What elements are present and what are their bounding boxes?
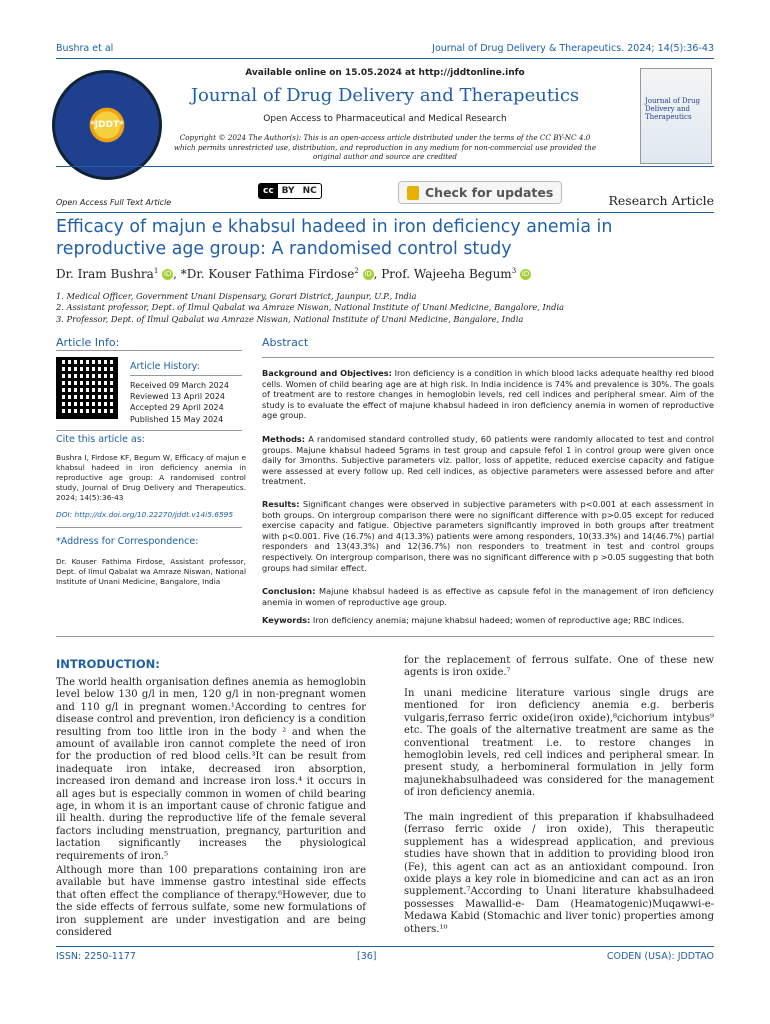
received-date: Received 09 March 2024 <box>130 381 229 390</box>
correspondence-text: Dr. Kouser Fathima Firdose, Assistant professor, Dept. of Ilmul Qabalat wa Amraze Niswan, National Institute of Unani Medicine, Bangalore, India <box>56 557 246 586</box>
methods-text: A randomised standard controlled study, 60 patients were randomly allocated to test and control groups. Majune khabsul hadeed 5grams in test group and capsule fefol 1 in control group were given once daily for 3months. Subjective parameters viz. pallor, loss of appetite, reduced exercise capacity and fatigue were assessed at every follow up. Red cell indices, as objective parameters were assessed before and after treatment. <box>262 434 714 487</box>
affiliation-2: 2. Assistant professor, Dept. of Ilmul Qabalat wa Amraze Niswan, National Institute of Unani Medicine, Bangalore, India <box>56 302 565 313</box>
footer-coden: CODEN (USA): JDDTAO <box>606 951 714 962</box>
published-date: Published 15 May 2024 <box>130 414 224 424</box>
doi-link[interactable]: DOI: http://dx.doi.org/10.22270/jddt.v14i5.6595 <box>56 510 234 519</box>
running-header-right: Journal of Drug Delivery & Therapeutics. 2024; 14(5):36-43 <box>432 43 714 54</box>
cite-heading: Cite this article as: <box>56 434 146 445</box>
intro-paragraph-2: Although more than 100 preparations containing iron are available but have immense gastro intestinal side effects that often effect the compliance of therapy.⁶However, due to the side effects of ferrous sulfate, some new formulations of iron supplement are under investigation and are being considered <box>56 865 366 939</box>
affiliations <box>56 291 564 325</box>
nc-icon: NC <box>302 186 317 196</box>
affiliation-3: 3. Professor, Dept. of Ilmul Qabalat wa Amraze Niswan, National Institute of Unani Medicine, Bangalore, India <box>56 313 524 324</box>
author-list <box>56 267 531 281</box>
journal-tagline: Open Access to Pharmaceutical and Medical Research <box>263 114 507 124</box>
cover-title: Journal of Drug Delivery and Therapeutics <box>645 97 700 121</box>
journal-cover-image <box>640 68 712 164</box>
history-rule <box>130 375 242 376</box>
by-icon: BY <box>281 186 295 196</box>
intro-paragraph-4: In unani medicine literature various single drugs are mentioned for iron deficiency anemia e.g. berberis vulgaris,ferraso ferric oxide(iron oxide),⁸cichorium intybus⁹ etc. The goals of the alternative treatment are same as the conventional treatment i.e. to restore changes in hemoglobin levels, red cell indices and peripheral smear. In present study, a herbomineral formulation in jelly form majunekhabsulhadeed was considered for the management of iron deficiency anemia. <box>404 688 714 799</box>
abstract-conclusion <box>262 586 714 607</box>
abstract-results <box>262 499 714 573</box>
methods-label: Methods: <box>262 434 306 444</box>
intro-paragraph-3: for the replacement of ferrous sulfate. One of these new agents is iron oxide.⁷ <box>404 655 714 679</box>
orcid-icon[interactable]: iD <box>163 270 172 278</box>
conclusion-label: Conclusion: <box>262 586 316 596</box>
accepted-date: Accepted 29 April 2024 <box>130 403 224 413</box>
article-history-heading: Article History: <box>130 361 200 372</box>
intro-paragraph-5: The main ingredient of this preparation if khabsulhadeed (ferraso ferric oxide / iron oxide), This therapeutic supplement has a widespread application, and previous studies have shown that in addition to providing blood iron (Fe), this agent can act as an antioxidant compound. Iron oxide plays a key role in biomedicine and can act as an iron supplement.⁷According to Unani literature khabsulhadeed possesses Mawallid-e- Dam (Heamatogenic)Muqawwi-e-Medawa Kabid (Stomachic and liver tonic) properties among others.¹⁰ <box>404 812 714 935</box>
abstract-methods <box>262 434 714 487</box>
header-bottom-rule <box>56 166 714 167</box>
author-3: , Prof. Wajeeha Begum <box>373 267 512 281</box>
copyright-notice: Copyright © 2024 The Author(s): This is an open-access article distributed under the terms of the CC BY-NC 4.0 which permits unrestricted use, distribution, and reproduction in any medium for non-commercial use provided the original author and source are credited <box>173 133 597 162</box>
abstract-background <box>262 368 714 421</box>
cc-license-badge[interactable] <box>258 183 322 199</box>
abstract-rule <box>262 357 714 358</box>
author-2: , *Dr. Kouser Fathima Firdose <box>173 267 355 281</box>
info-rule <box>56 350 242 351</box>
results-text: Significant changes were observed in subjective parameters with p<0.001 at each assessment in both groups. On intergroup comparison there were no significant difference with p>0.05 except for reduced exercise capacity and fatigue. Objective parameters significantly improved in both groups after treatment with p<0.001. Five (16.7%) and 4(13.3%) patients were among responders, 10(33.3%) and 14(46.7%) partial responders and 13(43.3%) and 12(36.7%) non responders to treatment in test and control groups respectively. On intergroup comparison, there was no significant difference with p >0.05 suggesting that both groups had similar effect. <box>262 499 714 573</box>
reviewed-date: Reviewed 13 April 2024 <box>130 392 225 402</box>
background-label: Background and Objectives: <box>262 368 392 378</box>
results-label: Results: <box>262 499 300 509</box>
article-info-heading: Article Info: <box>56 336 120 349</box>
correspondence-heading: *Address for Correspondence: <box>56 536 199 547</box>
logo-text: *JDDT* <box>90 120 124 130</box>
author-1-sup: 1 <box>153 267 159 275</box>
cc-icon: cc <box>259 184 278 198</box>
check-updates-label: Check for updates <box>425 185 554 200</box>
update-icon <box>407 186 419 200</box>
article-title: Efficacy of majun e khabsul hadeed in iron deficiency anemia in reproductive age group: A randomised control study <box>56 217 613 259</box>
qr-code[interactable] <box>56 357 118 419</box>
running-header-left: Bushra et al <box>56 43 114 54</box>
author-3-sup: 3 <box>511 267 517 275</box>
orcid-icon[interactable]: iD <box>364 270 372 278</box>
journal-title: Journal of Drug Delivery and Therapeutics <box>190 85 580 106</box>
cite-rule <box>56 430 242 431</box>
background-text: Iron deficiency is a condition in which blood lacks adequate healthy red blood cells. Women of child bearing age are at high risk. In India incidence is 74% and prevalence is 30%. The goals of treatment are to restore changes in hemoglobin levels, red cell indices and peripheral smear. Aim of the study is to evaluate the effect of majune khabsul hadeed in iron deficiency anemia in women of reproductive age group. <box>262 368 714 421</box>
article-history <box>130 380 229 425</box>
keywords-label: Keywords: <box>262 615 311 625</box>
abstract-heading: Abstract <box>262 336 309 349</box>
intro-paragraph-1: The world health organisation defines anemia as hemoglobin level below 130 g/l in men, 120 g/l in non-pregnant women and 110 g/l in pregnant women.¹According to centres for disease control and prevention, iron deficiency is a condition resulting from too little iron in the body ² and when the amount of available iron cannot complete the need of iron for the production of red blood cells.³It can be result from inadequate iron intake, decreased iron absorption, increased iron demand and increase iron loss.⁴ it occurs in all ages but is especially common in women of child bearing age, in whom it is an important cause of chronic fatigue and ill health. during the reproductive life of the female several factors including menstruation, pregnancy, parturition and lactation significantly increases the physiological requirements of iron.⁵ <box>56 677 366 862</box>
keywords <box>262 615 714 626</box>
corr-rule <box>56 527 242 528</box>
check-for-updates-button[interactable] <box>398 181 562 204</box>
author-1: Dr. Iram Bushra <box>56 267 154 281</box>
orcid-icon[interactable]: iD <box>521 270 530 278</box>
author-2-sup: 2 <box>354 267 359 275</box>
footer-issn: ISSN: 2250-1177 <box>56 951 136 962</box>
introduction-heading: INTRODUCTION: <box>56 657 160 671</box>
available-online: Available online on 15.05.2024 at http://jddtonline.info <box>245 68 525 78</box>
journal-logo <box>52 70 162 180</box>
citation-text: Bushra I, Firdose KF, Begum W, Efficacy of majun e khabsul hadeed in iron deficiency anemia in reproductive age group: A randomised control study, Journal of Drug Delivery and Therapeutics. 2024; 14(5):36-43 <box>56 453 246 502</box>
badge-rule <box>56 212 714 213</box>
footer-rule <box>56 946 714 947</box>
open-access-label: Open Access Full Text Article <box>56 198 172 207</box>
page-number: [36] <box>357 951 377 962</box>
affiliation-1: 1. Medical Officer, Government Unani Dispensary, Gorari District, Jaunpur, U.P., India <box>56 291 417 301</box>
article-type: Research Article <box>608 193 714 208</box>
header-rule <box>56 58 714 59</box>
abstract-bottom-rule <box>56 636 714 637</box>
keywords-text: Iron deficiency anemia; majune khabsul hadeed; women of reproductive age; RBC indices. <box>310 615 685 625</box>
conclusion-text: Majune khabsul hadeed is as effective as capsule fefol in the management of iron deficiency anemia in women of reproductive age group. <box>262 586 714 607</box>
